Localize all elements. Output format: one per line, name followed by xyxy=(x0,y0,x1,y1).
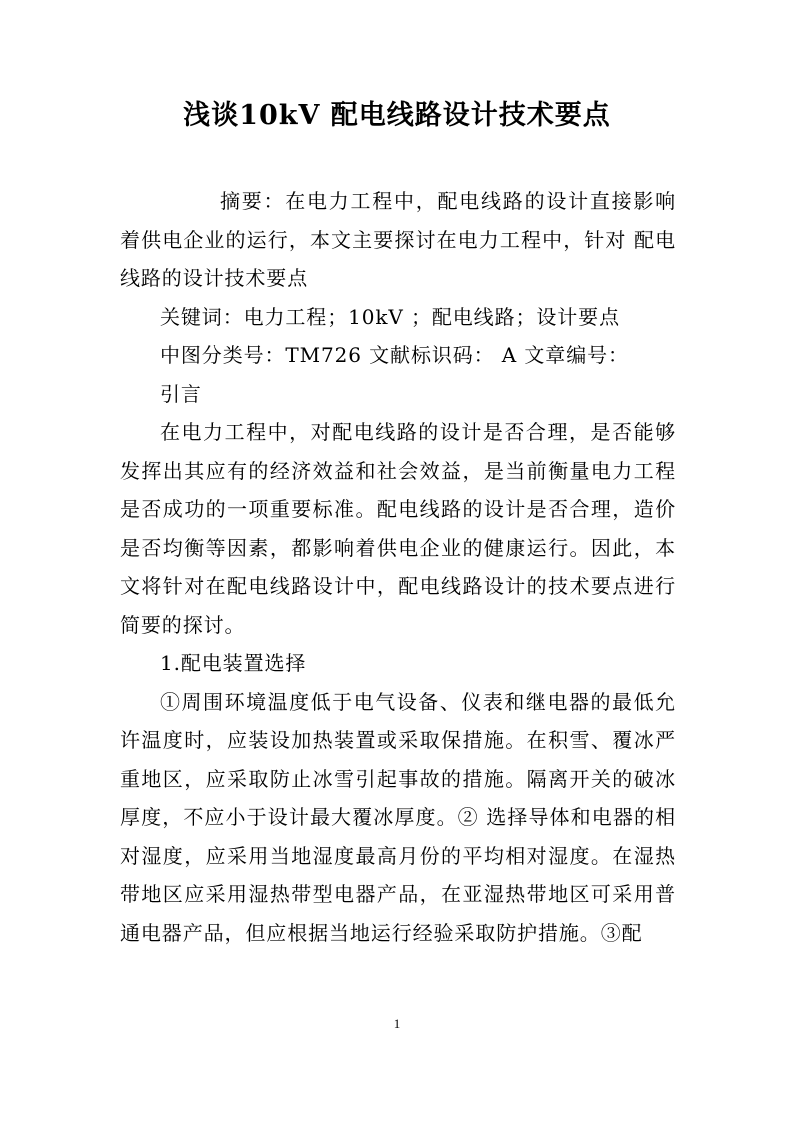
keywords-paragraph: 关键词：电力工程；10kV ；配电线路；设计要点 xyxy=(160,304,620,329)
section-heading-introduction: 引言 xyxy=(160,381,202,406)
introduction-paragraph: 在电力工程中，对配电线路的设计是否合理，是否能够发挥出其应有的经济效益和社会效益，是当前衡量电力工程是否成功的一项重要标准。配电线路的设计是否合理，造价是否均衡等因素，都影响着供电企业的健康运行。因此，本文将针对在配电线路设计中，配电线路设计的技术要点进行简要的探讨。 xyxy=(120,420,676,637)
abstract-paragraph: 摘要：在电力工程中，配电线路的设计直接影响着供电企业的运行，本文主要探讨在电力工程中，针对 配电线路的设计技术要点 xyxy=(120,189,676,290)
classification-paragraph: 中图分类号：TM726 文献标识码： A 文章编号： xyxy=(160,343,629,367)
document-title: 浅谈10kV 配电线路设计技术要点 xyxy=(183,100,611,131)
page-number: 1 xyxy=(393,1016,401,1031)
section-1-paragraph: ①周围环境温度低于电气设备、仪表和继电器的最低允许温度时，应装设加热装置或采取保措施。在积雪、覆冰严重地区，应采取防止冰雪引起事故的措施。隔离开关的破冰厚度，不应小于设计最大覆冰厚度。② 选择导体和电器的相对湿度，应采用当地湿度最高月份的平均相对湿度。在湿热带地区应采用湿热带型电器产品，在亚湿热带地区可采用普通电器产品，但应根据当地运行经验采取防护措施。③配 xyxy=(120,689,676,945)
section-heading-1: 1.配电装置选择 xyxy=(160,651,307,675)
document-body xyxy=(120,182,676,952)
